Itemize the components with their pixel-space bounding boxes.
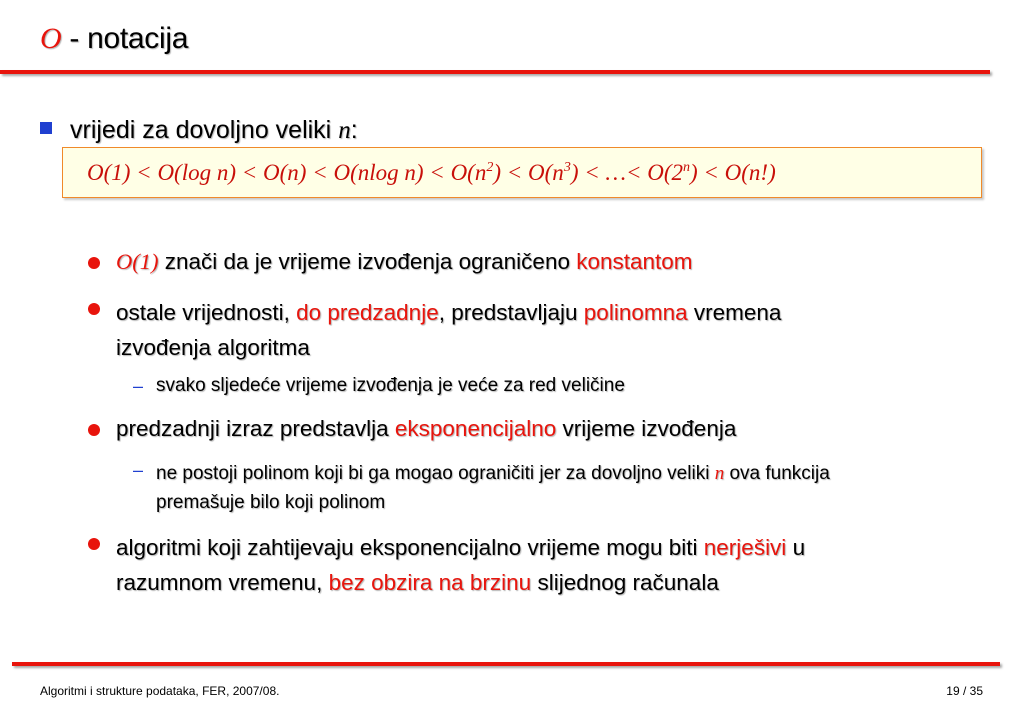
dot-bullet-icon [88, 538, 100, 550]
title-symbol: O [40, 22, 62, 55]
formula-box [62, 147, 982, 198]
main-bullet-text: vrijedi za dovoljno veliki [70, 116, 339, 144]
formula-exponent: 2 [486, 160, 494, 175]
formula-part: ) < O(n!) [689, 160, 776, 185]
square-bullet-icon [40, 122, 52, 134]
item-var: n [714, 463, 725, 484]
item-highlight: polinomna [583, 300, 688, 325]
list-item [116, 530, 805, 600]
item-highlight: konstantom [576, 249, 693, 274]
complexity-formula [87, 160, 776, 186]
list-item [116, 416, 736, 442]
item-text: ostale vrijednosti, [116, 300, 297, 325]
formula-exponent: 3 [563, 160, 571, 175]
title-rule [0, 70, 990, 74]
slide-title [40, 22, 188, 56]
dot-bullet-icon [88, 303, 100, 315]
item-highlight: bez obzira na brzinu [328, 570, 532, 595]
sub-item [156, 459, 830, 517]
dot-bullet-icon [88, 424, 100, 436]
item-text: vremena [687, 300, 782, 325]
item-text: razumnom vremenu, [116, 570, 329, 595]
main-bullet [40, 116, 358, 145]
item-text: znači da je vrijeme izvođenja ograničeno [158, 249, 577, 274]
list-item [116, 295, 781, 365]
item-text: ne postoji polinom koji bi ga mogao ograničiti jer za dovoljno veliki [156, 463, 715, 484]
footer-course: Algoritmi i strukture podataka, FER, 2007/08. [40, 684, 280, 698]
dash-bullet-icon: – [133, 376, 144, 396]
sub-item: svako sljedeće vrijeme izvođenja je veće za red veličine [156, 375, 625, 396]
footer-rule [12, 662, 1000, 666]
item-highlight: eksponencijalno [394, 416, 557, 441]
dot-bullet-icon [88, 257, 100, 269]
item-text: vrijeme izvođenja [556, 416, 737, 441]
item-text: algoritmi koji zahtijevaju eksponencijalno vrijeme mogu biti [116, 535, 704, 560]
title-text: - notacija [69, 22, 189, 55]
formula-part: ) < …< O(2 [570, 160, 683, 185]
formula-exponent: n [682, 160, 690, 175]
list-item [116, 249, 693, 275]
dash-bullet-icon: – [133, 460, 144, 480]
main-bullet-var: n [338, 117, 351, 144]
item-text: premašuje bilo koji polinom [156, 492, 386, 513]
formula-part: O(1) < O(log n) < O(n) < O(nlog n) < O(n [87, 160, 487, 185]
item-text: izvođenja algoritma [116, 335, 310, 360]
page-number: 19 / 35 [946, 684, 983, 698]
main-bullet-colon: : [350, 116, 358, 144]
item-text: , predstavljaju [438, 300, 584, 325]
item-text: ova funkcija [724, 463, 830, 484]
item-term: O(1) [116, 249, 159, 274]
item-text: predzadnji izraz predstavlja [116, 416, 395, 441]
item-highlight: nerješivi [703, 535, 787, 560]
item-text: slijednog računala [531, 570, 719, 595]
formula-part: ) < O(n [493, 160, 564, 185]
item-highlight: do predzadnje [296, 300, 439, 325]
item-text: u [786, 535, 806, 560]
